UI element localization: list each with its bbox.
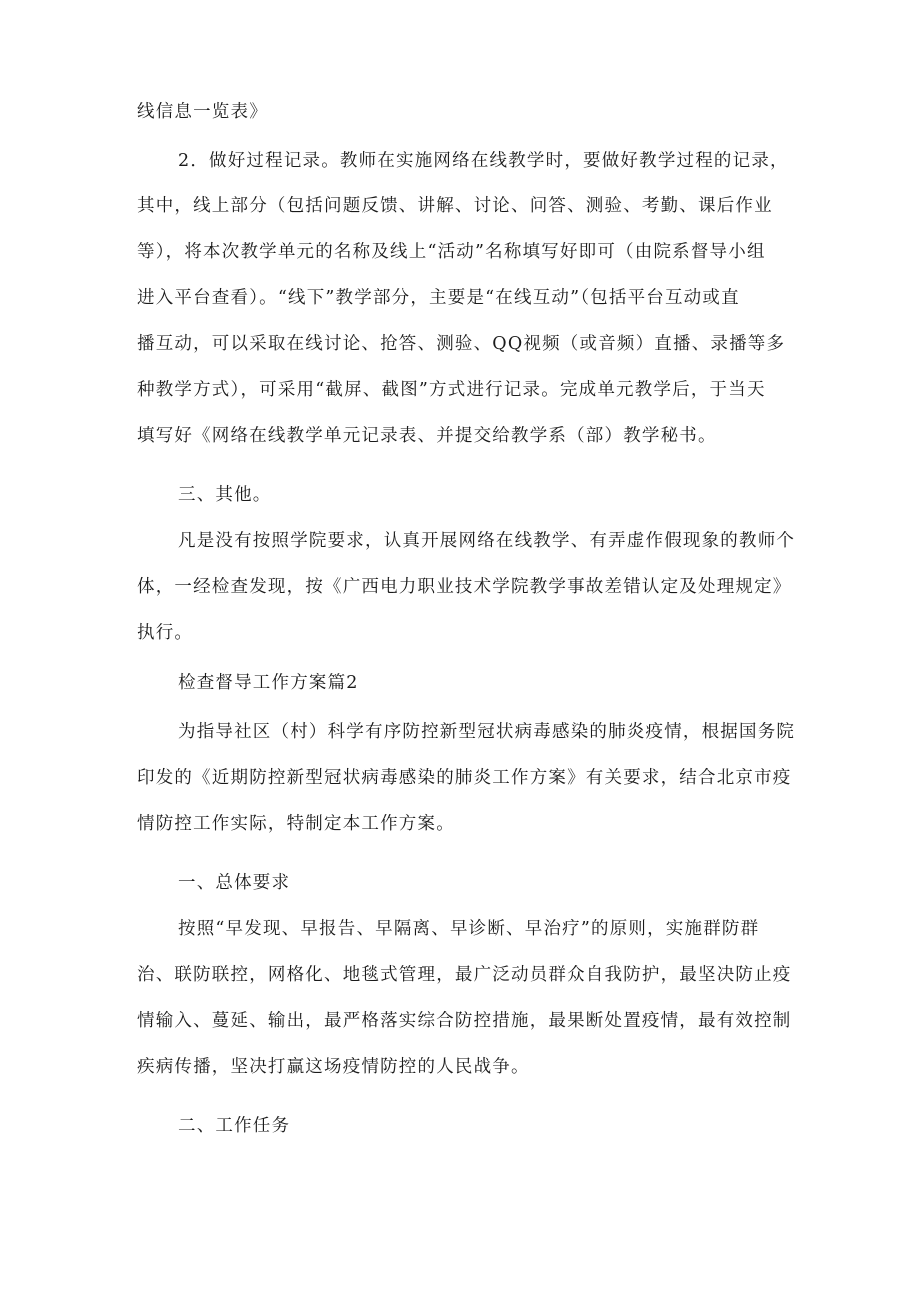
line-19: 治、联防联控，网格化、地毯式管理，最广泛动员群众自我防护，最坚决防止疫 — [137, 965, 792, 985]
section-heading-tasks: 二、工作任务 — [178, 1116, 291, 1136]
line-12: 执行。 — [137, 623, 194, 643]
line-6: 播互动，可以采取在线讨论、抢答、测验、QQ视频（或音频）直播、录播等多 — [137, 334, 786, 354]
line-1: 线信息一览表》 — [137, 102, 268, 122]
line-16: 情防控工作实际，特制定本工作方案。 — [137, 814, 455, 834]
line-8: 填写好《网络在线教学单元记录表、并提交给教学系（部）教学秘书。 — [137, 426, 717, 446]
line-11: 体，一经检查发现，按《广西电力职业技术学院教学事故差错认定及处理规定》 — [137, 577, 792, 597]
line-4: 等），将本次教学单元的名称及线上“活动”名称填写好即可（由院系督导小组 — [137, 242, 766, 262]
line-14: 为指导社区（村）科学有序防控新型冠状病毒感染的肺炎疫情，根据国务院 — [178, 722, 796, 742]
line-18: 按照“早发现、早报告、早隔离、早诊断、早治疗”的原则，实施群防群 — [178, 919, 760, 939]
line-15: 印发的《近期防控新型冠状病毒感染的肺炎工作方案》有关要求，结合北京市疫 — [137, 768, 792, 788]
line-2: 2．做好过程记录。教师在实施网络在线教学时，要做好教学过程的记录， — [178, 151, 789, 171]
line-20: 情输入、蔓延、输出，最严格落实综合防控措施，最果断处置疫情，最有效控制 — [137, 1011, 792, 1031]
line-21: 疾病传播，坚决打赢这场疫情防控的人民战争。 — [137, 1057, 530, 1077]
line-10: 凡是没有按照学院要求，认真开展网络在线教学、有弄虚作假现象的教师个 — [178, 531, 796, 551]
line-3: 其中，线上部分（包括问题反馈、讲解、讨论、问答、测验、考勤、课后作业 — [137, 196, 773, 216]
article-title: 检查督导工作方案篇2 — [178, 673, 359, 693]
section-heading-general: 一、总体要求 — [178, 873, 291, 893]
line-5: 进入平台查看）。“线下”教学部分，主要是“在线互动”（包括平台互动或直 — [137, 288, 740, 308]
section-heading-other: 三、其他。 — [178, 485, 272, 505]
line-7: 种教学方式），可采用“截屏、截图”方式进行记录。完成单元教学后，于当天 — [137, 380, 766, 400]
